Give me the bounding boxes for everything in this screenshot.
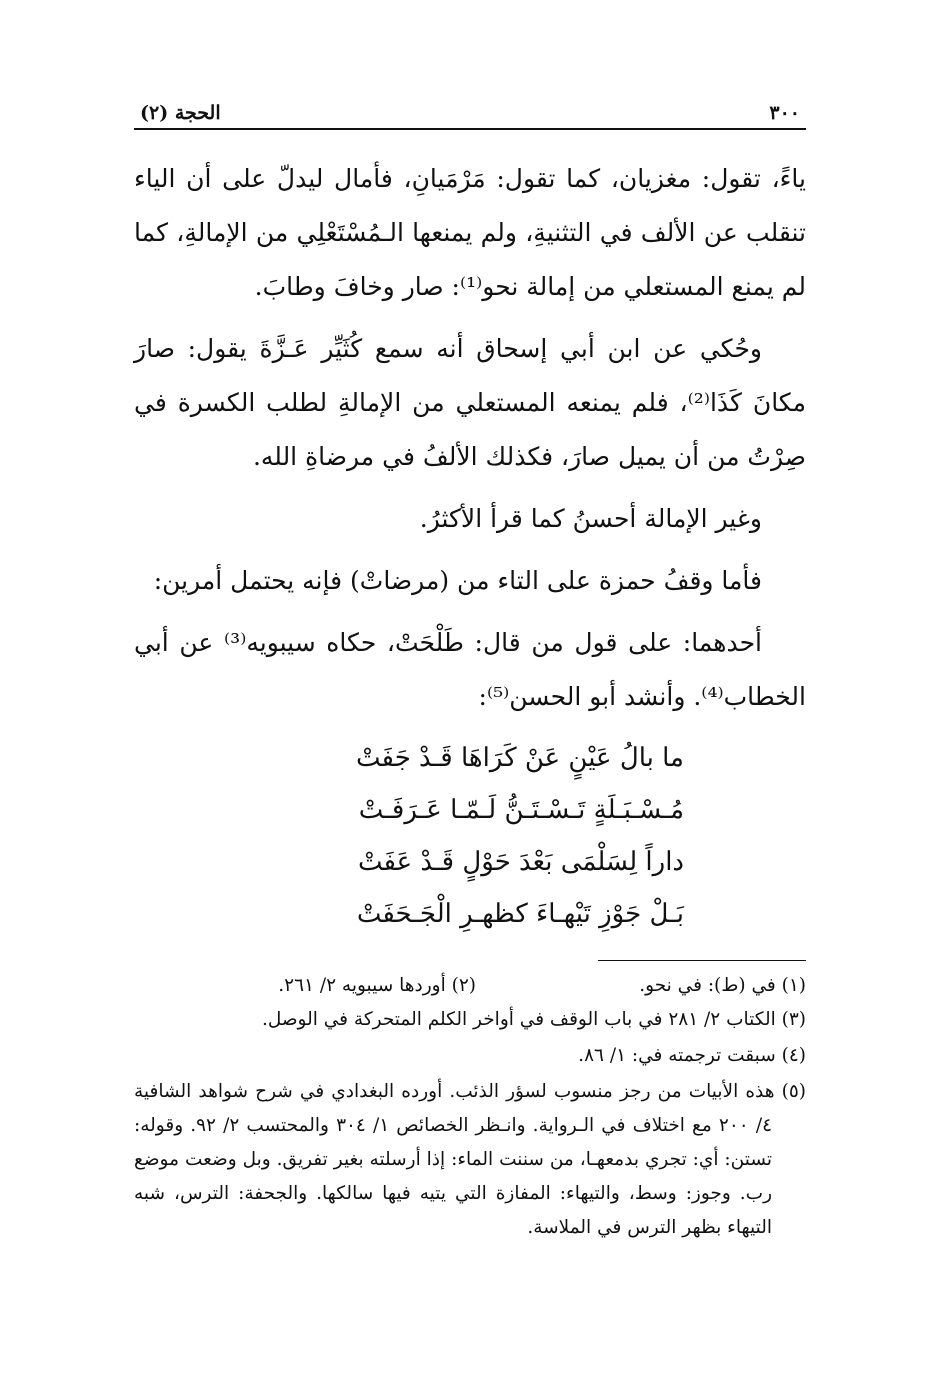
- footnote-5: (٥) هذه الأبيات من رجز منسوب لسؤر الذئب. أورده البغدادي في شرح شواهد الشافية ٤/ ٢٠٠ مع اختلاف في الـرواية. وانـظر الخصائص ١/ ٣٠٤ والمحتسب ٢/ ٩٢. وقوله: تستن: أي: تجري بدمعهـا، من سننت الماء: إذا أرسلته بغير تفريق. وبل وضعت موضع رب. وجوز: وسط، والتيهاء: المفازة التي يتيه فيها سالكها. والجحفة: الترس، شبه التيهاء بظهر الترس في الملاسة.: [134, 1081, 806, 1238]
- paragraph-4: فأما وقفُ حمزة على التاء من (مرضاتْ) فإنه يحتمل أمرين:: [153, 566, 762, 595]
- page-header: [134, 96, 806, 124]
- verse-line-1: ما بالُ عَيْنٍ عَنْ كَرَاهَا قَـدْ جَفَتْ: [356, 743, 684, 773]
- footnote-divider: [598, 960, 806, 961]
- footnote-2: (٢) أوردها سيبويه ٢/ ٢٦١.: [278, 975, 476, 996]
- footnotes: [134, 969, 806, 1245]
- paragraph-5: أحدهما: على قول من قال: طَلْحَتْ، حكاه سيبويه⁽³⁾ عن أبي الخطاب⁽⁴⁾. وأنشد أبو الحسن⁽⁵⁾:: [134, 628, 806, 711]
- verse-line-4: بَـلْ جَوْزِ تَيْهـاءَ كظهـرِ الْجَـحَفَتْ: [356, 899, 684, 929]
- main-text: [134, 152, 806, 940]
- paragraph-3: وغير الإمالة أحسنُ كما قرأ الأكثرُ.: [419, 504, 762, 533]
- book-page: [134, 96, 806, 1247]
- verse-line-2: مُـسْـبَـلَةٍ تَـسْـتَـنُّ لَـمّـا عَـرَفَـتْ: [358, 795, 684, 825]
- paragraph-2: وحُكي عن ابن أبي إسحاق أنه سمع كُثَيِّر عَـزَّةَ يقول: صارَ مكانَ كَذَا⁽²⁾، فلم يمنعه المستعلي من الإمالةِ لطلب الكسرة في صِرْتُ من أن يميل صارَ، فكذلك الألفُ في مرضاةِ الله.: [134, 334, 807, 471]
- footnote-1: (١) في (ط): في نحو.: [639, 975, 806, 996]
- header-divider: [134, 128, 806, 130]
- page-number: ٣٠٠: [769, 102, 800, 124]
- poem-verses: [134, 732, 806, 940]
- running-title: الحجة (٢): [140, 102, 221, 124]
- footnote-3: (٣) الكتاب ٢/ ٢٨١ في باب الوقف في أواخر الكلم المتحركة في الوصل.: [261, 1009, 806, 1030]
- verse-line-3: داراً لِسَلْمَى بَعْدَ حَوْلٍ قَـدْ عَفَتْ: [357, 847, 684, 877]
- footnote-row-1-2: [134, 969, 806, 1003]
- footnote-4: (٤) سبقت ترجمته في: ١/ ٨٦.: [578, 1045, 806, 1066]
- paragraph-1: ياءً، تقول: مغزيان، كما تقول: مَرْمَيانِ، فأمال ليدلّ على أن الياء تنقلب عن الألف في التثنيةِ، ولم يمنعها الـمُسْتَعْلِي من الإمالةِ، كما لم يمنع المستعلي من إمالة نحو⁽¹⁾: صار وخافَ وطابَ.: [134, 164, 806, 301]
